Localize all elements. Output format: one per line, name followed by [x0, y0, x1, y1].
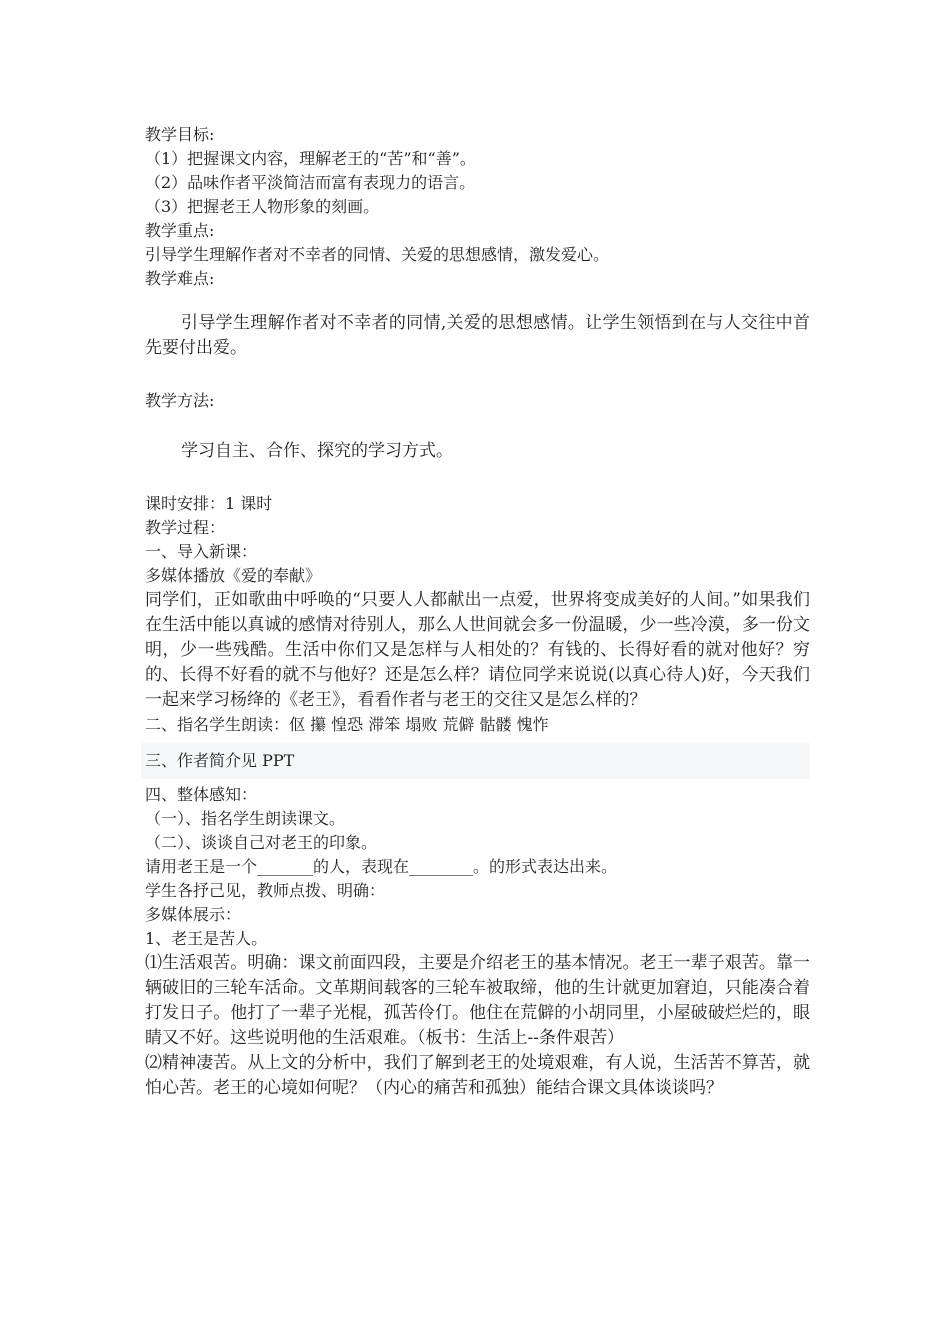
- document-page: [145, 123, 810, 1101]
- step1-paragraph: 同学们，正如歌曲中呼唤的“只要人人都献出一点爱，世界将变成美好的人间。”如果我们在生活中能以真诚的感情对待别人，那么人世间就会多一份温暖，少一些冷漠，多一份文明，少一些残酷。生活中你们又是怎样与人相处的？有钱的、长得好看的就对他好？穷的、长得不好看的就不与他好？还是怎么样？请位同学来说说(以真心待人)好，今天我们一起来学习杨绛的《老王》，看看作者与老王的交往又是怎么样的？: [145, 590, 810, 710]
- method-text: 学习自主、合作、探究的学习方式。: [181, 441, 453, 461]
- step4-exchange: 学生各抒己见，教师点拨、明确：: [145, 881, 386, 900]
- objective-item-3: （3）把握老王人物形象的刻画。: [145, 197, 380, 216]
- step3-author-intro: 三、作者简介见 PPT: [141, 743, 810, 779]
- objective-item-1: （1）把握课文内容，理解老王的“苦”和“善”。: [145, 149, 476, 168]
- step2-reading: 二、指名学生朗读：伛 攥 惶恐 滞笨 塌败 荒僻 骷髅 愧怍: [145, 715, 549, 734]
- step4-heading: 四、整体感知：: [145, 785, 258, 804]
- step4-para2: ⑵精神凄苦。从上文的分析中，我们了解到老王的处境艰难，有人说，生活苦不算苦，就怕心苦。老王的心境如何呢？（内心的痛苦和孤独）能结合课文具体谈谈吗？: [145, 1053, 810, 1098]
- schedule-text: 课时安排：1 课时: [145, 494, 273, 513]
- step4-sub1: （一）、指名学生朗读课文。: [145, 809, 346, 828]
- step1-heading: 一、导入新课：: [145, 542, 258, 561]
- step4-point1: 1、老王是苦人。: [145, 929, 268, 948]
- process-heading: 教学过程：: [145, 518, 226, 537]
- objectives-heading: 教学目标:: [145, 125, 215, 144]
- step4-prompt: 请用老王是一个_______的人，表现在________。的形式表达出来。: [145, 857, 618, 876]
- key-point-heading: 教学重点:: [145, 221, 215, 240]
- step4-para1: ⑴生活艰苦。明确：课文前面四段，主要是介绍老王的基本情况。老王一辈子艰苦。靠一辆破旧的三轮车活命。文革期间载客的三轮车被取缔，他的生计就更加窘迫，只能凑合着打发日子。他打了一辈子光棍，孤苦伶仃。他住在荒僻的小胡同里，小屋破破烂烂的，眼睛又不好。这些说明他的生活艰难。（板书：生活上--条件艰苦）: [145, 953, 810, 1048]
- difficulty-heading: 教学难点:: [145, 269, 215, 288]
- method-heading: 教学方法:: [145, 391, 215, 410]
- step4-sub2: （二）、谈谈自己对老王的印象。: [145, 833, 378, 852]
- step1-media: 多媒体播放《爱的奉献》: [145, 566, 322, 585]
- difficulty-text: 引导学生理解作者对不幸者的同情,关爱的思想感情。让学生领悟到在与人交往中首先要付出爱。: [145, 313, 810, 358]
- objective-item-2: （2）品味作者平淡简洁而富有表现力的语言。: [145, 173, 476, 192]
- step4-media: 多媒体展示：: [145, 905, 242, 924]
- key-point-text: 引导学生理解作者对不幸者的同情、关爱的思想感情，激发爱心。: [145, 245, 610, 264]
